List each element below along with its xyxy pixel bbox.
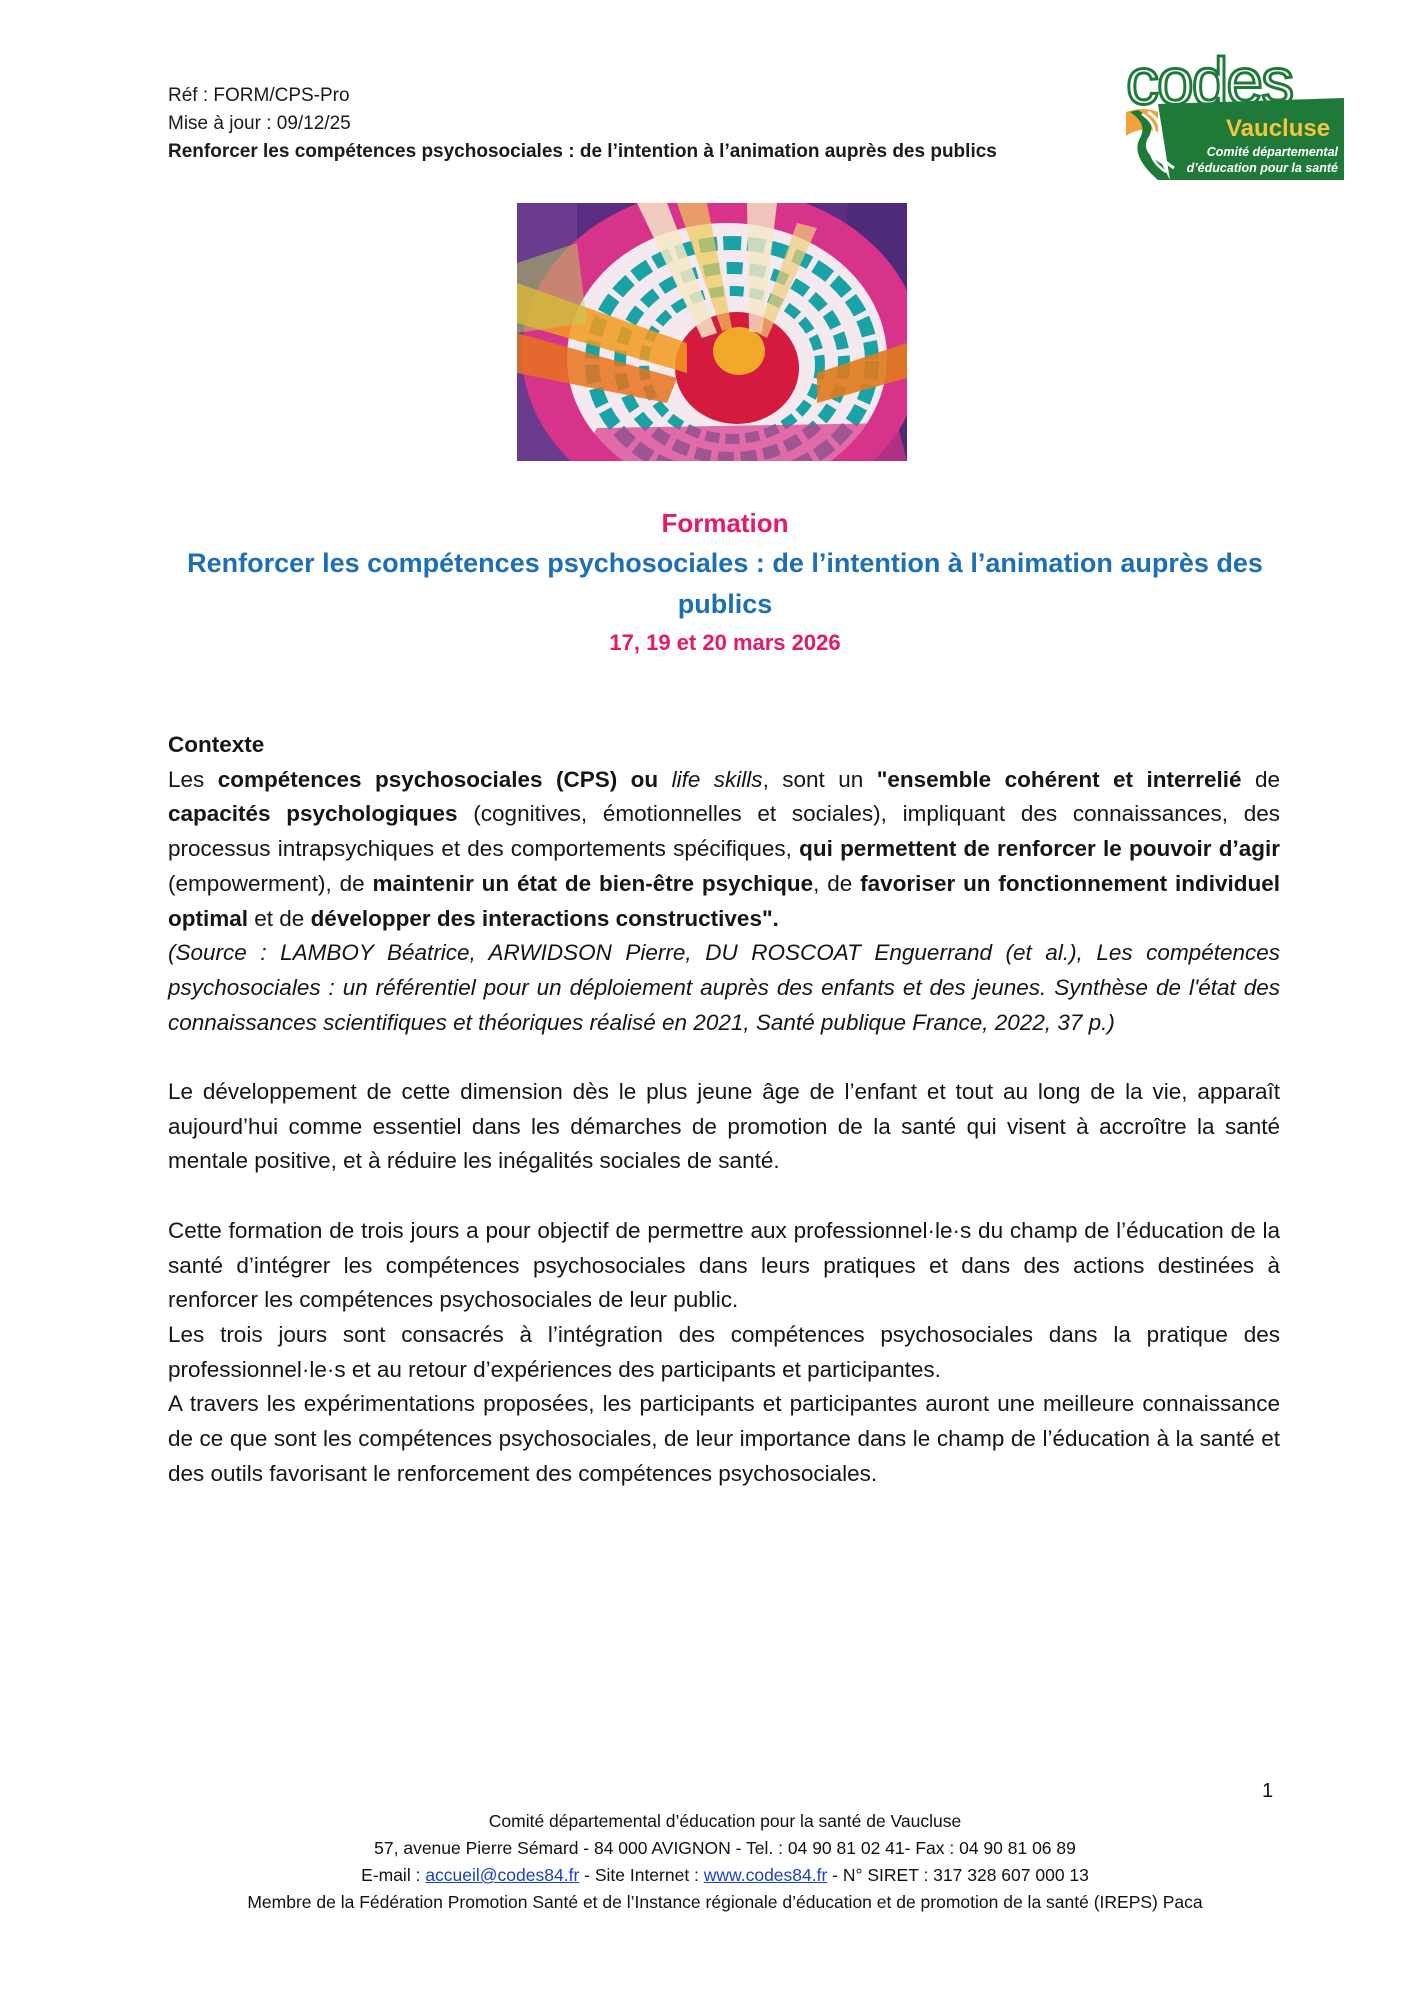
bold-run: développer des interactions constructives". bbox=[310, 905, 779, 931]
abstract-painting bbox=[517, 203, 907, 461]
text-run: (cognitives, émotionnelles et sociales), impliquant des connaissances, des processus intrapsychiques et des comportements spécifiques, bbox=[168, 801, 1280, 862]
text-run: , de bbox=[813, 870, 861, 896]
source-citation: (Source : LAMBOY Béatrice, ARWIDSON Pierre, DU ROSCOAT Enguerrand (et al.), Les compétences psychosociales : un référentiel pour un déploiement auprès des enfants et des jeunes. Synthèse de l'état des connaissances scientifiques et théoriques réalisé en 2021, Santé publique France, 2022, 37 p.) bbox=[168, 940, 1280, 1035]
footer-org-name: Comité départemental d’éducation pour la santé de Vaucluse bbox=[488, 1811, 962, 1831]
page-number: 1 bbox=[1262, 1780, 1274, 1802]
footer-contact-line bbox=[150, 1862, 1300, 1889]
bold-run: maintenir un état de bien-être psychique bbox=[372, 870, 814, 896]
cps-definition-paragraph bbox=[168, 763, 1280, 937]
page-footer bbox=[150, 1808, 1300, 1916]
document-header bbox=[168, 82, 997, 166]
site-label: - Site Internet : bbox=[579, 1865, 704, 1885]
training-dates: 17, 19 et 20 mars 2026 bbox=[609, 630, 841, 655]
three-days-paragraph: Les trois jours sont consacrés à l’intégration des compétences psychosociales dans la pratique des professionnel·le·s et au retour d’expériences des participants et participantes. bbox=[168, 1321, 1280, 1382]
training-title: Renforcer les compétences psychosociales : de l’intention à l’animation auprès des publics bbox=[187, 548, 1263, 619]
italic-run: life skills bbox=[671, 766, 763, 792]
header-doc-title: Renforcer les compétences psychosociales : de l’intention à l’animation auprès des publics bbox=[168, 141, 997, 162]
paragraph-spacer bbox=[168, 1179, 1280, 1214]
context-section bbox=[168, 728, 1280, 1491]
text-run bbox=[658, 767, 671, 792]
update-date: Mise à jour : 09/12/25 bbox=[168, 113, 351, 134]
training-title-block bbox=[150, 503, 1300, 661]
email-label: E-mail : bbox=[361, 1865, 426, 1885]
bold-run: favoriser un fonctionnement individuel optimal bbox=[168, 870, 1281, 931]
bold-run: "ensemble cohérent et interrelié bbox=[876, 766, 1242, 792]
reference-code: Réf : FORM/CPS-Pro bbox=[168, 85, 350, 106]
siret-number: - N° SIRET : 317 328 607 000 13 bbox=[827, 1865, 1089, 1885]
footer-membership: Membre de la Fédération Promotion Santé et de l’Instance régionale d’éducation et de promotion de la santé (IREPS) Paca bbox=[247, 1892, 1203, 1912]
logo-tagline-2: d’éducation pour la santé bbox=[1186, 161, 1338, 175]
bold-run: qui permettent de renforcer le pouvoir d’agir bbox=[799, 836, 1280, 862]
text-run: , sont un bbox=[762, 766, 877, 792]
paragraph-spacer bbox=[168, 1040, 1280, 1075]
logo-tagline-1: Comité départemental bbox=[1206, 145, 1338, 159]
title-kicker: Formation bbox=[661, 508, 789, 538]
experimentation-paragraph: A travers les expérimentations proposées, les participants et participantes auront une meilleure connaissance de ce que sont les compétences psychosociales, de leur importance dans le champ de l’éducation à la santé et des outils favorisant le renforcement des compétences psychosociales. bbox=[168, 1391, 1280, 1486]
text-run: Les bbox=[168, 766, 218, 792]
text-run: de bbox=[1241, 766, 1281, 792]
bold-run: capacités psychologiques bbox=[168, 801, 458, 827]
email-link[interactable]: accueil@codes84.fr bbox=[425, 1865, 580, 1885]
logo-wordmark: codes bbox=[1126, 52, 1293, 118]
development-paragraph: Le développement de cette dimension dès le plus jeune âge de l’enfant et tout au long de la vie, apparaît aujourd’hui comme essentiel dans les démarches de promotion de la santé qui visent à accroître la santé mentale positive, et à réduire les inégalités sociales de santé. bbox=[168, 1079, 1280, 1174]
logo-region: Vaucluse bbox=[1226, 115, 1331, 142]
hero-image bbox=[517, 203, 907, 461]
text-run: et de bbox=[248, 905, 311, 931]
website-link[interactable]: www.codes84.fr bbox=[703, 1865, 828, 1885]
codes-vaucluse-logo bbox=[1118, 52, 1344, 180]
objective-paragraph: Cette formation de trois jours a pour objectif de permettre aux professionnel·le·s du champ de l’éducation de la santé d’intégrer les compétences psychosociales dans leurs pratiques et dans des actions destinées à renforcer les compétences psychosociales de leur public. bbox=[168, 1217, 1280, 1313]
bold-run: compétences psychosociales (CPS) ou bbox=[217, 766, 659, 792]
section-heading-contexte: Contexte bbox=[168, 732, 265, 757]
logo-graphic bbox=[1118, 52, 1344, 180]
footer-address: 57, avenue Pierre Sémard - 84 000 AVIGNON - Tel. : 04 90 81 02 41- Fax : 04 90 81 06 89 bbox=[374, 1838, 1076, 1858]
text-run: (empowerment), de bbox=[168, 870, 373, 896]
